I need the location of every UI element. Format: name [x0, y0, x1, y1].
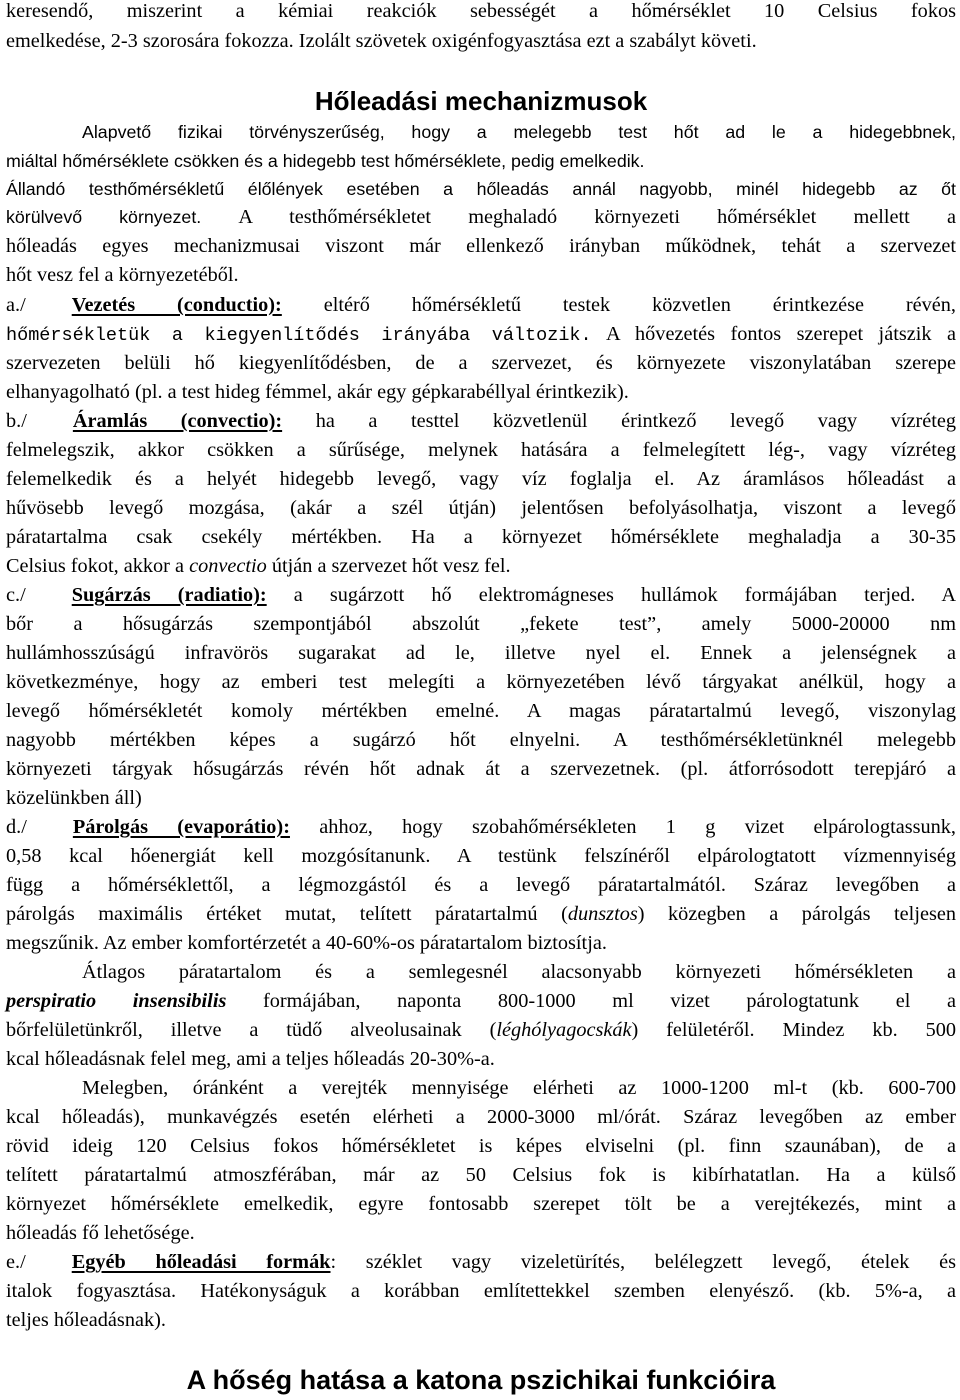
next-section-heading: A hőség hatása a katona pszichikai funkcióira: [186, 1365, 776, 1395]
evaporation-p2-line-3: [6, 1015, 956, 1045]
intro-line-1: keresendő, miszerint a kémiai reakciók sebességét a hőmérséklet 10 Celsius fokos: [6, 0, 956, 22]
evaporation-p2-bold-italic: perspiratio insensibilis: [6, 990, 227, 1012]
conduction-line-2: [6, 319, 956, 349]
radiation-line-1: [6, 580, 956, 610]
evaporation-line-3: függ a hőmérséklettől, a légmozgástól és a levegő páratartalmától. Száraz levegőben a: [6, 874, 956, 896]
evaporation-p2-line-2: [6, 986, 956, 1016]
evaporation-p3-line-6: hőleadás fő lehetősége.: [6, 1222, 195, 1244]
convection-line-6: [6, 551, 956, 581]
section-p1-line-4b: A testhőmérsékletet meghaladó környezeti hőmérséklet mellett a: [238, 206, 956, 228]
convection-line-4: hűvösebb levegő mozgása, (akár a szél útján) jelentősen befolyásolhatja, viszont a levegő: [6, 497, 956, 519]
radiation-line-1-rest: a sugárzott hő elektromágneses hullámok formájában terjed. A: [293, 584, 956, 606]
evaporation-line-2: 0,58 kcal hőenergiát kell mozgósítanunk. A testünk felszínéről elpárologtatott vízmennyiség: [6, 845, 956, 867]
other-line-1-rest: : széklet vagy vizeletürítés, belélegzett levegő, ételek és: [330, 1251, 956, 1273]
section-p1-line-6: hőt vesz fel a környezetéből.: [6, 264, 239, 286]
section-p1-line-4a: körülvevő környezet.: [6, 207, 202, 227]
evaporation-p2-line-3a: bőrfelületünkről, illetve a tüdő alveolusainak (: [6, 1019, 497, 1041]
conduction-line-2a: hőmérsékletük a kiegyenlítődés irányába változik.: [6, 325, 592, 346]
radiation-line-2: bőr a hősugárzás szempontjából abszolút „fekete test”, amely 5000-20000 nm: [6, 613, 956, 635]
radiation-line-4: következménye, hogy az emberi test melegíti a környezetében lévő tárgyakat anélkül, hogy a: [6, 671, 956, 693]
radiation-line-5: levegő hőmérsékletét komoly mértékben emelné. A magas páratartalmú levegő, viszonylag: [6, 700, 956, 722]
section-p1-line-2: miáltal hőmérséklete csökken és a hidegebb test hőmérséklete, pedig emelkedik.: [6, 151, 645, 171]
conduction-line-2b: A hővezetés fontos szerepet játszik a: [606, 323, 956, 345]
section-p1-line-1: Alapvető fizikai törvényszerűség, hogy a melegebb test hőt ad le a hidegebbnek,: [82, 122, 956, 142]
convection-term: Áramlás (convectio):: [72, 410, 283, 432]
convection-line-6-italic: convectio: [189, 555, 267, 577]
evaporation-line-4a: párolgás maximális értéket mutat, telített páratartalmú (: [6, 903, 568, 925]
other-term: Egyéb hőleadási formák: [71, 1251, 331, 1273]
evaporation-line-4-italic: dunsztos: [567, 903, 638, 925]
radiation-term: Sugárzás (radiatio):: [71, 584, 267, 606]
conduction-line-4: elhanyagolható (pl. a test hideg fémmel, akár egy gépkarabéllyal érintkezik).: [6, 381, 629, 403]
convection-line-6a: Celsius fokot, akkor a: [6, 555, 184, 577]
evaporation-marker: d./: [6, 816, 27, 838]
evaporation-line-1: [6, 812, 956, 842]
radiation-line-7: környezeti tárgyak hősugárzás révén hőt adnak át a szervezetnek. (pl. átforrósodott terepjáró a: [6, 758, 956, 780]
section-p1-line-3: Állandó testhőmérsékletű élőlények esetében a hőleadás annál nagyobb, minél hidegebb az őt: [6, 179, 956, 199]
section-p1-line-5: hőleadás egyes mechanizmusai viszont már ellenkező irányban működnek, tehát a szervezet: [6, 235, 956, 257]
convection-line-1-rest: ha a testtel közvetlenül érintkező levegő vagy vízréteg: [315, 410, 956, 432]
radiation-marker: c./: [6, 584, 26, 606]
convection-line-2: felmelegszik, akkor csökken a sűrűsége, melynek hatására a felmelegített lég-, vagy vízréteg: [6, 439, 956, 461]
convection-line-3: felemelkedik és a helyét hidegebb levegő, vagy víz foglalja el. Az áramlásos hőleadást a: [6, 468, 956, 490]
other-marker: e./: [6, 1251, 26, 1273]
intro-line-2: emelkedése, 2-3 szorosára fokozza. Izolált szövetek oxigénfogyasztása ezt a szabályt követi.: [6, 30, 757, 52]
evaporation-p2-line-2-rest: formájában, naponta 800-1000 ml vizet párologtatunk el a: [263, 990, 956, 1012]
section-title: Hőleadási mechanizmusok: [314, 86, 648, 116]
convection-line-6b: útján a szervezet hőt vesz fel.: [271, 555, 511, 577]
conduction-line-1-rest: eltérő hőmérsékletű testek közvetlen érintkezése révén,: [323, 294, 956, 316]
radiation-line-6: nagyobb mértékben képes a sugárzó hőt elnyelni. A testhőmérsékletünknél melegebb: [6, 729, 956, 751]
section-p1-line-4: [6, 202, 956, 232]
evaporation-p3-line-1: Melegben, óránként a verejték mennyisége elérheti az 1000-1200 ml-t (kb. 600-700: [82, 1077, 956, 1099]
conduction-marker: a./: [6, 294, 26, 316]
convection-line-5: páratartalma csak csekély mértékben. Ha a környezet hőmérséklete meghaladja a 30-35: [6, 526, 956, 548]
conduction-line-1: [6, 290, 956, 320]
evaporation-line-1-rest: ahhoz, hogy szobahőmérsékleten 1 g vizet elpárologtassunk,: [319, 816, 956, 838]
evaporation-term: Párolgás (evaporátio):: [72, 816, 290, 838]
other-line-3: teljes hőleadásnak).: [6, 1309, 166, 1331]
convection-marker: b./: [6, 410, 27, 432]
other-line-2: italok fogyasztása. Hatékonyságuk a korábban említettekkel szemben elenyésző. (kb. 5%-a, a: [6, 1280, 956, 1302]
evaporation-line-5: megszűnik. Az ember komfortérzetét a 40-60%-os páratartalom biztosítja.: [6, 932, 607, 954]
radiation-line-3: hullámhosszúságú infravörös sugarakat ad le, illetve nyel el. Ennek a jelenségnek a: [6, 642, 956, 664]
evaporation-p3-line-3: rövid ideig 120 Celsius fokos hőmérsékletet is képes elviselni (pl. finn szaunában), de a: [6, 1135, 956, 1157]
evaporation-p2-line-3-italic: léghólyagocskák: [496, 1019, 632, 1041]
evaporation-p2-line-1: Átlagos páratartalom és a semlegesnél alacsonyabb környezeti hőmérsékleten a: [82, 961, 956, 983]
radiation-line-8: közelünkben áll): [6, 787, 142, 809]
evaporation-line-4b: ) közegben a párolgás teljesen: [637, 903, 956, 925]
conduction-term: Vezetés (conductio):: [71, 294, 282, 316]
evaporation-p2-line-4: kcal hőleadásnak felel meg, ami a teljes hőleadás 20-30%-a.: [6, 1048, 495, 1070]
evaporation-p2-line-3b: ) felületéről. Mindez kb. 500: [631, 1019, 956, 1041]
convection-line-1: [6, 406, 956, 436]
conduction-line-3: szervezeten belüli hő kiegyenlítődésben, de a szervezet, és környezete viszonylatában szerepe: [6, 352, 956, 374]
evaporation-p3-line-2: kcal hőleadás), munkavégzés esetén elérheti a 2000-3000 ml/órát. Száraz levegőben az ember: [6, 1106, 956, 1128]
evaporation-line-4: [6, 899, 956, 929]
evaporation-p3-line-5: környezet hőmérséklete emelkedik, egyre fontosabb szerepet tölt be a verejtékezés, mint a: [6, 1193, 956, 1215]
evaporation-p3-line-4: telített páratartalmú atmoszférában, már az 50 Celsius fok is kibírhatatlan. Ha a külső: [6, 1164, 956, 1186]
other-line-1: [6, 1247, 956, 1277]
